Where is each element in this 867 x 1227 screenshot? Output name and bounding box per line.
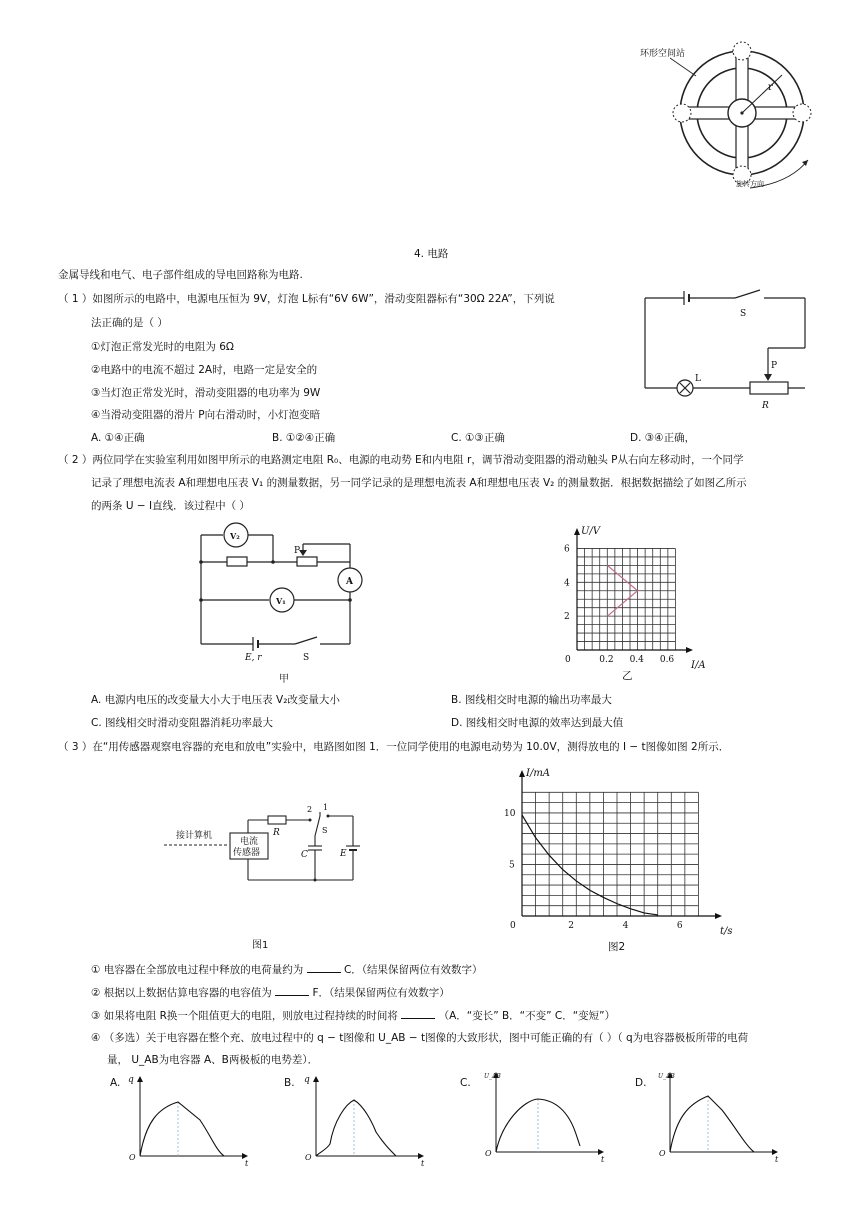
y-tick-label: 4 (564, 578, 570, 589)
q2-line3: 的两条 U − I直线．该过程中（ ） (91, 500, 250, 512)
q1-switch-label: S (740, 309, 747, 319)
x-tick-label: 0 (565, 655, 571, 665)
y-axis-arrow (137, 1076, 143, 1082)
q2-v2-label: V₂ (230, 531, 240, 541)
q3-item-3: ③ 如果将电阻 R换一个阻值更大的电阻，则放电过程持续的时间将 （A．“变长” B．“不变” C．“变短”） (91, 1010, 616, 1022)
x-tick-label: 0.4 (629, 655, 644, 665)
x-tick-label: 0 (510, 921, 516, 931)
space-station-figure (630, 38, 830, 198)
q1-statement-3: ③当灯泡正常发光时，滑动变阻器的电功率为 9W (91, 387, 321, 399)
section-intro: 金属导线和电气、电子部件组成的导电回路称为电路. (58, 269, 303, 281)
y-axis-label: I/mA (526, 768, 551, 779)
q3-line1: （ 3 ）在“用传感器观察电容器的充电和放电”实验中，电路图如图 1．一位同学使用的电源电动势为 10.0V，测得放电的 I − t图像如图 2所示． (58, 741, 730, 753)
q1-statement-1: ①灯泡正常发光时的电阻为 6Ω (91, 341, 234, 353)
q1-option-d[interactable]: D. ③④正确， (630, 432, 696, 444)
axis-label: U_AB (658, 1073, 675, 1080)
x-axis-arrow (686, 647, 693, 653)
t-label: t (245, 1159, 249, 1168)
axis-label: q (128, 1075, 134, 1085)
y-tick-label: 5 (509, 860, 515, 871)
x-tick-label: 4 (622, 921, 629, 931)
q3-sensor-label-1: 电流 (240, 837, 259, 847)
q2-line1: （ 2 ）两位同学在实验室利用如图甲所示的电路测定电阻 R₀、电源的电动势 E和内电阻 r，调节滑动变阻器的滑动触头 P从右向左移动时，一个同学 (58, 454, 744, 466)
answer-blank-1[interactable] (307, 962, 341, 973)
axis-label: q (304, 1075, 310, 1085)
q2-option-d[interactable]: D. 图线相交时电源的效率达到最大值 (451, 717, 624, 729)
axis-label: U_AB (484, 1073, 501, 1080)
x-axis-label: I/A (691, 660, 706, 671)
curve (316, 1100, 396, 1156)
q3-option-d-graph[interactable] (650, 1066, 790, 1166)
q2-option-c[interactable]: C. 图线相交时滑动变阻器消耗功率最大 (91, 717, 274, 729)
x-axis-label: t/s (720, 926, 733, 937)
rotation-label: 旋转方向 (736, 180, 764, 188)
origin-label: O (485, 1149, 492, 1158)
q2-ammeter-label: A (346, 577, 353, 587)
q3-circuit-fig1 (160, 800, 370, 950)
q3-pos2-label: 2 (307, 805, 313, 814)
station-label: 环形空间站 (640, 49, 686, 59)
q2-slider-label: P (294, 546, 301, 556)
q3-fig1-caption: 图1 (252, 940, 269, 951)
t-label: t (775, 1155, 779, 1164)
q3-option-a-label[interactable]: A. (110, 1077, 121, 1089)
curve (670, 1096, 754, 1152)
q2-option-b[interactable]: B. 图线相交时电源的输出功率最大 (451, 694, 612, 706)
q1-statement-4: ④当滑动变阻器的滑片 P向右滑动时，小灯泡变暗 (91, 409, 321, 421)
y-axis-arrow (519, 770, 525, 777)
t-label: t (421, 1159, 425, 1168)
x-tick-label: 0.6 (659, 655, 675, 665)
q3-graph-fig2 (490, 760, 733, 937)
q2-graph-yi (555, 520, 725, 685)
q3-option-a-graph[interactable] (120, 1070, 260, 1170)
q2-v1-label: V₁ (276, 596, 286, 606)
answer-blank-2[interactable] (275, 985, 309, 996)
q3-item-2: ② 根据以上数据估算电容器的电容值为 F．（结果保留两位有效数字） (91, 987, 450, 999)
origin-label: O (129, 1153, 136, 1162)
q3-option-c-graph[interactable] (476, 1066, 616, 1166)
q3-option-c-label[interactable]: C. (460, 1077, 471, 1089)
q3-computer-label: 接计算机 (176, 831, 213, 841)
q1-option-b[interactable]: B. ①②④正确 (272, 432, 336, 444)
q3-option-b-label[interactable]: B. (284, 1077, 295, 1089)
q3-option-d-label[interactable]: D. (635, 1077, 647, 1089)
y-tick-label: 2 (564, 612, 570, 623)
q2-line2: 记录了理想电流表 A和理想电压表 V₁ 的测量数据，另一同学记录的是理想电流表 A和理想电压表 V₂ 的测量数据．根据数据描绘了如图乙所示 (91, 477, 747, 489)
q1-option-a[interactable]: A. ①④正确 (91, 432, 145, 444)
section-title: 4. 电路 (414, 248, 449, 260)
curve (140, 1102, 224, 1156)
q2-option-a[interactable]: A. 电源内电压的改变量大小大于电压表 V₂改变量大小 (91, 694, 340, 706)
q2-switch-label: S (303, 653, 310, 663)
x-axis-arrow (715, 913, 722, 919)
y-axis-arrow (313, 1076, 319, 1082)
q1-slider-label: P (771, 361, 778, 371)
y-tick-label: 10 (504, 808, 516, 819)
q3-sensor-label-2: 传感器 (233, 848, 261, 858)
q1-line2: 法正确的是（ ） (91, 317, 168, 329)
q3-item-1: ① 电容器在全部放电过程中释放的电荷量约为 C．（结果保留两位有效数字） (91, 964, 483, 976)
answer-blank-3[interactable] (401, 1008, 435, 1019)
q3-graph-caption: 图2 (608, 941, 626, 953)
x-tick-label: 0.2 (599, 655, 614, 665)
origin-label: O (659, 1149, 666, 1158)
y-tick-label: 6 (564, 544, 570, 555)
q3-option-b-graph[interactable] (296, 1070, 436, 1170)
q2-source-label: E, r (245, 653, 262, 663)
q2-graph-caption: 乙 (622, 670, 633, 682)
radius-label: r (768, 82, 773, 93)
y-axis-label: U/V (581, 526, 601, 537)
q1-option-c[interactable]: C. ①③正确 (451, 432, 505, 444)
q3-switch-label: S (322, 826, 328, 835)
x-tick-label: 2 (568, 921, 575, 931)
origin-label: O (305, 1153, 312, 1162)
q3-r-label: R (273, 828, 280, 838)
q3-pos1-label: 1 (323, 803, 329, 812)
q3-e-label: E (340, 849, 347, 859)
q1-resistor-label: R (762, 401, 769, 411)
q2-circuit-jia (195, 520, 365, 685)
q3-item-4-line1: ④ （多选）关于电容器在整个充、放电过程中的 q − t图像和 U_AB − t图像的大致形状，图中可能正确的有（ ）（ q为电容器极板所带的电荷 (91, 1032, 749, 1044)
q2-circuit-caption: 甲 (279, 674, 289, 685)
x-tick-label: 6 (676, 921, 683, 931)
q3-item-4-line2: 量， U_AB为电容器 A、B两极板的电势差）． (107, 1054, 319, 1066)
t-label: t (601, 1155, 605, 1164)
q1-statement-2: ②电路中的电流不超过 2A时，电路一定是安全的 (91, 364, 318, 376)
y-axis-arrow (574, 528, 580, 535)
q3-c-label: C (301, 850, 308, 860)
q1-lamp-label: L (695, 374, 701, 384)
q1-circuit (640, 290, 815, 410)
q1-line1: （ 1 ）如图所示的电路中，电源电压恒为 9V，灯泡 L标有“6V 6W”，滑动变阻器标有“30Ω 22A”，下列说 (58, 293, 555, 305)
